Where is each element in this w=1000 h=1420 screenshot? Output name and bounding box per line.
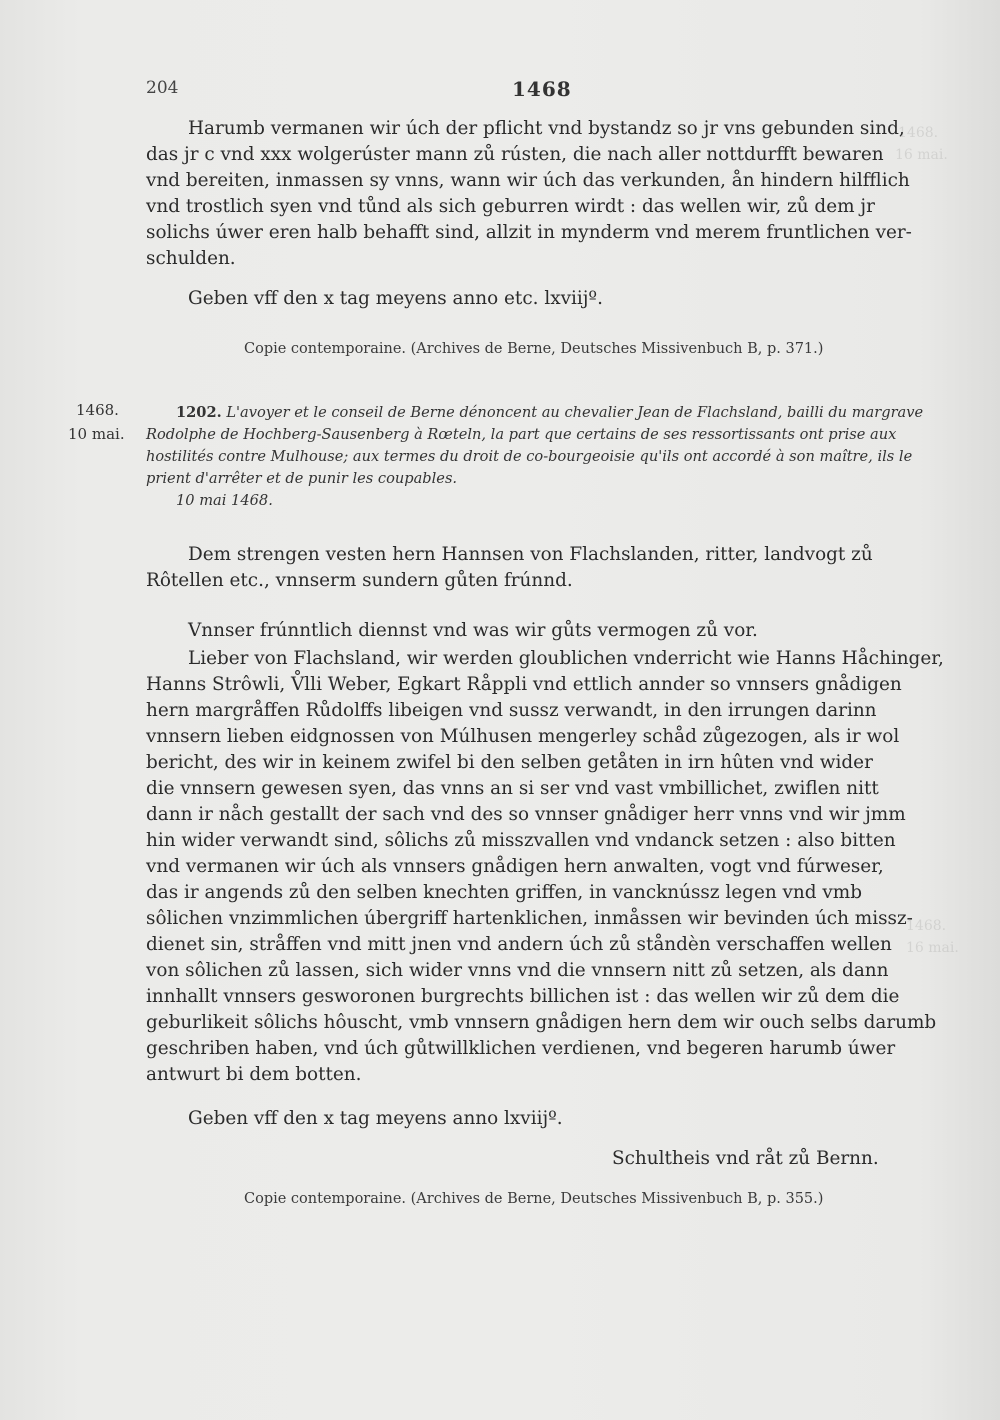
body-line: geschriben haben, vnd úch gůtwillklichen verdienen, vnd begeren harumb úwer (146, 1038, 896, 1059)
entry-summary (146, 402, 936, 512)
text-line: schulden. (146, 248, 236, 269)
text-line: vnd bereiten, inmassen sy vnns, wann wir úch das verkunden, ån hindern hilfflich (146, 170, 910, 191)
summary-text: L'avoyer et le conseil de Berne dénoncent au chevalier Jean de Flachsland, bailli du margrave (226, 404, 924, 421)
body-line: innhallt vnnsers gesworonen burgrechts billichen ist : das wellen wir zů dem die (146, 986, 900, 1007)
greeting-line: Vnnser frúnntlich diennst vnd was wir gůts vermogen zů vor. (188, 620, 758, 641)
entry-number: 1202. (176, 404, 222, 421)
previous-letter-body (146, 116, 939, 272)
margin-year: 1468. (76, 401, 119, 419)
running-head-year: 1468 (512, 77, 572, 101)
previous-letter-date (146, 286, 936, 312)
summary-line: Rodolphe de Hochberg-Sausenberg à Rœteln, la part que certains de ses ressortissants ont prise aux (146, 426, 897, 443)
letter-body (146, 646, 944, 1088)
text-line: vnd trostlich syen vnd tůnd als sich geburren wirdt : das wellen wir, zů dem jr (146, 196, 875, 217)
address-line: Dem strengen vesten hern Hannsen von Flachslanden, ritter, landvogt zů (188, 544, 873, 565)
body-line: dann ir nåch gestallt der sach vnd des so vnnser gnådiger herr vnns vnd wir jmm (146, 804, 906, 825)
text-line: Harumb vermanen wir úch der pflicht vnd bystandz so jr vns gebunden sind, (188, 118, 905, 139)
body-line: das ir angends zů den selben knechten griffen, in vancknússz legen vnd vmb (146, 882, 862, 903)
body-line: sôlichen vnzimmlichen úbergriff hartenklichen, inmåssen wir bevinden úch missz- (146, 908, 913, 929)
letter-date (146, 1106, 936, 1132)
text-line: das jr c vnd xxx wolgerúster mann zů rústen, die nach aller nottdurfft bewaren (146, 144, 884, 165)
letter-address (146, 542, 936, 594)
body-line: von sôlichen zů lassen, sich wider vnns vnd die vnnsern nitt zů setzen, als dann (146, 960, 889, 981)
body-line: hin wider verwandt sind, sôlichs zů misszvallen vnd vndanck setzen : also bitten (146, 830, 896, 851)
bleed-through-mark: 1468. (906, 918, 947, 934)
text-line: solichs úwer eren halb behafft sind, allzit in mynderm vnd merem fruntlichen ver- (146, 222, 912, 243)
letter-greeting (146, 618, 936, 644)
body-line: bericht, des wir in keinem zwifel bi den selben getåten in irn hûten vnd wider (146, 752, 873, 773)
signature: Schultheis vnd råt zů Bernn. (612, 1148, 879, 1169)
body-line: antwurt bi dem botten. (146, 1064, 362, 1085)
body-line: die vnnsern gewesen syen, das vnns an si ser vnd vast vmbillichet, zwiflen nitt (146, 778, 879, 799)
margin-date: 10 mai. (68, 425, 125, 443)
date-line: Geben vff den x tag meyens anno lxviijº. (188, 1108, 563, 1129)
body-line: vnnsern lieben eidgnossen von Múlhusen mengerley schåd zůgezogen, als ir wol (146, 726, 900, 747)
body-line: Lieber von Flachsland, wir werden gloublichen vnderricht wie Hanns Håchinger, (188, 648, 944, 669)
page-number: 204 (146, 78, 179, 98)
entry-date: 10 mai 1468. (176, 492, 273, 509)
bleed-through-mark: 16 mai. (895, 147, 948, 163)
body-line: vnd vermanen wir úch als vnnsers gnådigen hern anwalten, vogt vnd fúrweser, (146, 856, 884, 877)
summary-line: prient d'arrêter et de punir les coupables. (146, 470, 458, 487)
body-line: Hanns Strôwli, V̊lli Weber, Egkart Råppli vnd ettlich annder so vnnsers gnådigen (146, 674, 902, 695)
body-line: dienet sin, stråffen vnd mitt jnen vnd andern úch zů ståndèn verschaffen wellen (146, 934, 892, 955)
letter-source: Copie contemporaine. (Archives de Berne, Deutsches Missivenbuch B, p. 355.) (244, 1191, 824, 1207)
summary-line: hostilités contre Mulhouse; aux termes du droit de co-bourgeoisie qu'ils ont accordé à son maître, ils le (146, 448, 913, 465)
address-line: Rôtellen etc., vnnserm sundern gůten frúnnd. (146, 570, 573, 591)
date-line: Geben vff den x tag meyens anno etc. lxviijº. (188, 288, 603, 309)
bleed-through-mark: 1468. (898, 125, 939, 141)
body-line: geburlikeit sôlichs hôuscht, vmb vnnsern gnådigen hern dem wir ouch selbs darumb (146, 1012, 937, 1033)
bleed-through-mark: 16 mai. (906, 940, 959, 956)
previous-letter-source: Copie contemporaine. (Archives de Berne, Deutsches Missivenbuch B, p. 371.) (244, 341, 824, 357)
summary-line (146, 402, 936, 424)
body-line: hern margråffen Růdolffs libeigen vnd sussz verwandt, in den irrungen darinn (146, 700, 877, 721)
